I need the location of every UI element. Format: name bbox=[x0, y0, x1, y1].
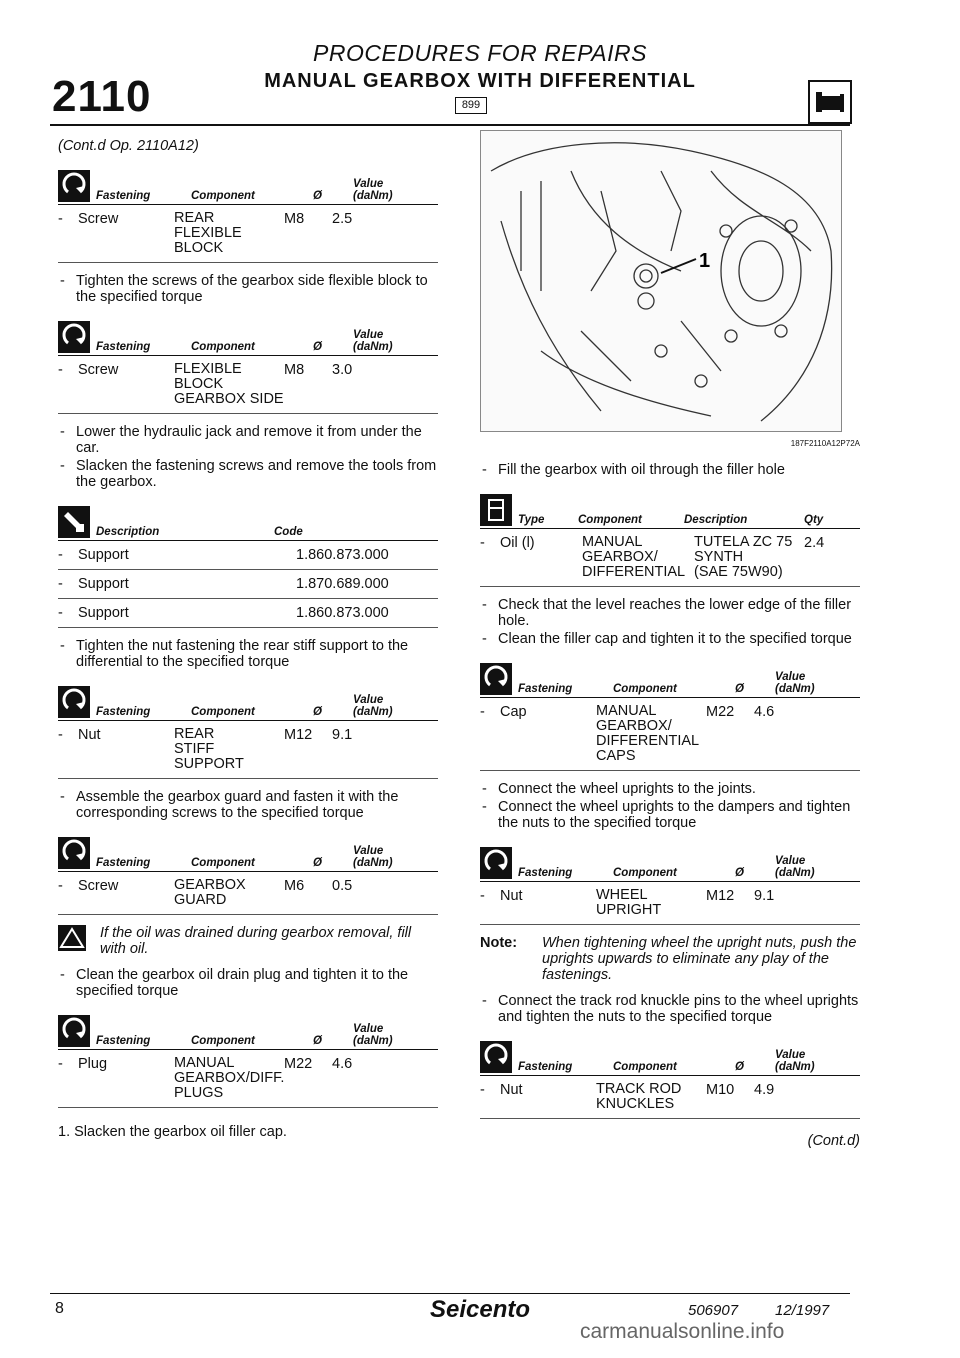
col-description: Description bbox=[684, 514, 748, 526]
header-rule bbox=[50, 124, 850, 126]
table-header: Fastening Component Ø Value (daNm) bbox=[480, 1033, 860, 1076]
instruction: - Clean the gearbox oil drain plug and tighten it to the specified torque bbox=[58, 967, 438, 999]
component-cell: REAR FLEXIBLE BLOCK bbox=[174, 210, 242, 256]
tool-code-table bbox=[58, 498, 438, 628]
instruction: - Connect the wheel uprights to the joints. - Connect the wheel uprights to the dampers and tighten the nuts to the specified torque bbox=[480, 781, 860, 831]
col-component: Component bbox=[191, 190, 255, 202]
table-row: - Screw REAR FLEXIBLE BLOCK M8 2.5 bbox=[58, 205, 438, 263]
warning-icon bbox=[58, 925, 86, 951]
instruction: - Lower the hydraulic jack and remove it from under the car. - Slacken the fastening screws and remove the tools from the gearbox. bbox=[58, 424, 438, 490]
col-code: Code bbox=[274, 526, 303, 538]
diameter-cell: M8 bbox=[284, 211, 305, 227]
instruction: - Assemble the gearbox guard and fasten it with the corresponding screws to the specified torque bbox=[58, 789, 438, 821]
torque-wrench-icon bbox=[58, 686, 90, 718]
table-header: Fastening Component Ø Value (daNm) bbox=[480, 839, 860, 882]
table-header: Fastening Component Ø Value (daNm) bbox=[58, 829, 438, 872]
tool-icon bbox=[58, 506, 90, 538]
fastening-cell: Screw bbox=[78, 211, 119, 227]
gearbox-icon bbox=[808, 80, 852, 124]
right-column bbox=[480, 130, 860, 1149]
table-row: - Plug MANUAL GEARBOX/DIFF. PLUGS M22 4.6 bbox=[58, 1050, 438, 1108]
table-row: - Nut WHEEL UPRIGHT M12 9.1 bbox=[480, 882, 860, 925]
table-header bbox=[58, 498, 438, 541]
doc-code: 506907 bbox=[688, 1302, 739, 1319]
callout-label: 1 bbox=[699, 250, 711, 272]
figure-caption: 187F2110A12P72A bbox=[790, 439, 860, 448]
page-title: PROCEDURES FOR REPAIRS bbox=[313, 40, 647, 66]
table-header: Fastening Component Ø Value (daNm) bbox=[480, 655, 860, 698]
instruction: - Fill the gearbox with oil through the filler hole bbox=[480, 462, 860, 478]
torque-table-2 bbox=[58, 313, 438, 414]
torque-table-5 bbox=[58, 1007, 438, 1108]
torque-table-4 bbox=[58, 829, 438, 915]
table-header: Fastening Component Ø Value (daNm) bbox=[58, 1007, 438, 1050]
table-row: - Nut REAR STIFF SUPPORT M12 9.1 bbox=[58, 721, 438, 779]
table-header: Fastening Component Ø Value (daNm) bbox=[58, 678, 438, 721]
gearbox-drawing bbox=[481, 131, 841, 431]
torque-wrench-icon bbox=[58, 170, 90, 202]
torque-table-3 bbox=[58, 678, 438, 779]
table-row: - Cap MANUAL GEARBOX/ DIFFERENTIAL CAPS M22 4.6 bbox=[480, 698, 860, 771]
section-code: 2110 bbox=[52, 72, 152, 121]
instruction: - Check that the level reaches the lower edge of the filler hole. - Clean the filler cap and tighten it to the specified torque bbox=[480, 597, 860, 647]
col-type: Type bbox=[518, 514, 545, 526]
page-ref-box: 899 bbox=[455, 97, 487, 114]
table-row: - Nut TRACK ROD KNUCKLES M10 4.9 bbox=[480, 1076, 860, 1119]
step-caption: 1. Slacken the gearbox oil filler cap. bbox=[58, 1124, 287, 1140]
col-qty: Qty bbox=[804, 514, 824, 526]
torque-wrench-icon bbox=[480, 663, 512, 695]
left-column bbox=[58, 130, 438, 1140]
brand-logo: Seicento bbox=[429, 1296, 531, 1323]
page-subtitle: MANUAL GEARBOX WITH DIFFERENTIAL bbox=[264, 70, 696, 92]
torque-table-6 bbox=[480, 655, 860, 771]
col-value: Value (daNm) bbox=[353, 178, 393, 202]
torque-wrench-icon bbox=[58, 837, 90, 869]
col-diameter: Ø bbox=[313, 190, 322, 202]
oil-table bbox=[480, 486, 860, 587]
table-header bbox=[480, 486, 860, 529]
torque-wrench-icon bbox=[58, 321, 90, 353]
table-row: - Support 1.860.873.000 bbox=[58, 541, 438, 570]
table-row: - Support 1.870.689.000 bbox=[58, 570, 438, 599]
table-header bbox=[58, 162, 438, 205]
warning-note: If the oil was drained during gearbox removal, fill with oil. bbox=[58, 925, 438, 957]
page-number: 8 bbox=[55, 1300, 64, 1317]
value-cell: 2.5 bbox=[332, 211, 353, 227]
torque-wrench-icon bbox=[480, 1041, 512, 1073]
watermark: carmanualsonline.info bbox=[580, 1320, 785, 1343]
instruction: - Connect the track rod knuckle pins to the wheel uprights and tighten the nuts to the specified torque bbox=[480, 993, 860, 1025]
table-row: - Support 1.860.873.000 bbox=[58, 599, 438, 628]
table-row: - Oil (l) MANUAL GEARBOX/ DIFFERENTIAL TUTELA ZC 75 SYNTH (SAE 75W90) 2.4 bbox=[480, 529, 860, 587]
torque-table-7 bbox=[480, 839, 860, 925]
doc-date: 12/1997 bbox=[775, 1302, 830, 1319]
instruction: - Tighten the screws of the gearbox side flexible block to the specified torque bbox=[58, 273, 438, 305]
table-header: Fastening Component Ø Value (daNm) bbox=[58, 313, 438, 356]
torque-wrench-icon bbox=[58, 1015, 90, 1047]
continued-label: (Cont.d) bbox=[807, 1133, 860, 1149]
gearbox-diagram bbox=[480, 130, 842, 432]
col-fastening: Fastening bbox=[96, 190, 151, 202]
instruction: - Tighten the nut fastening the rear stiff support to the differential to the specified torque bbox=[58, 638, 438, 670]
table-row: - Screw GEARBOX GUARD M6 0.5 bbox=[58, 872, 438, 915]
torque-table-1 bbox=[58, 162, 438, 263]
col-description: Description bbox=[96, 526, 160, 538]
oil-can-icon bbox=[480, 494, 512, 526]
col-component: Component bbox=[578, 514, 642, 526]
continuation-note: (Cont.d Op. 2110A12) bbox=[58, 138, 199, 154]
torque-table-8 bbox=[480, 1033, 860, 1119]
footer-rule bbox=[50, 1293, 850, 1294]
note: Note: When tightening wheel the upright nuts, push the uprights upwards to eliminate any play of the fastenings. bbox=[480, 935, 857, 983]
torque-wrench-icon bbox=[480, 847, 512, 879]
table-row: - Screw FLEXIBLE BLOCK GEARBOX SIDE M8 3.0 bbox=[58, 356, 438, 414]
